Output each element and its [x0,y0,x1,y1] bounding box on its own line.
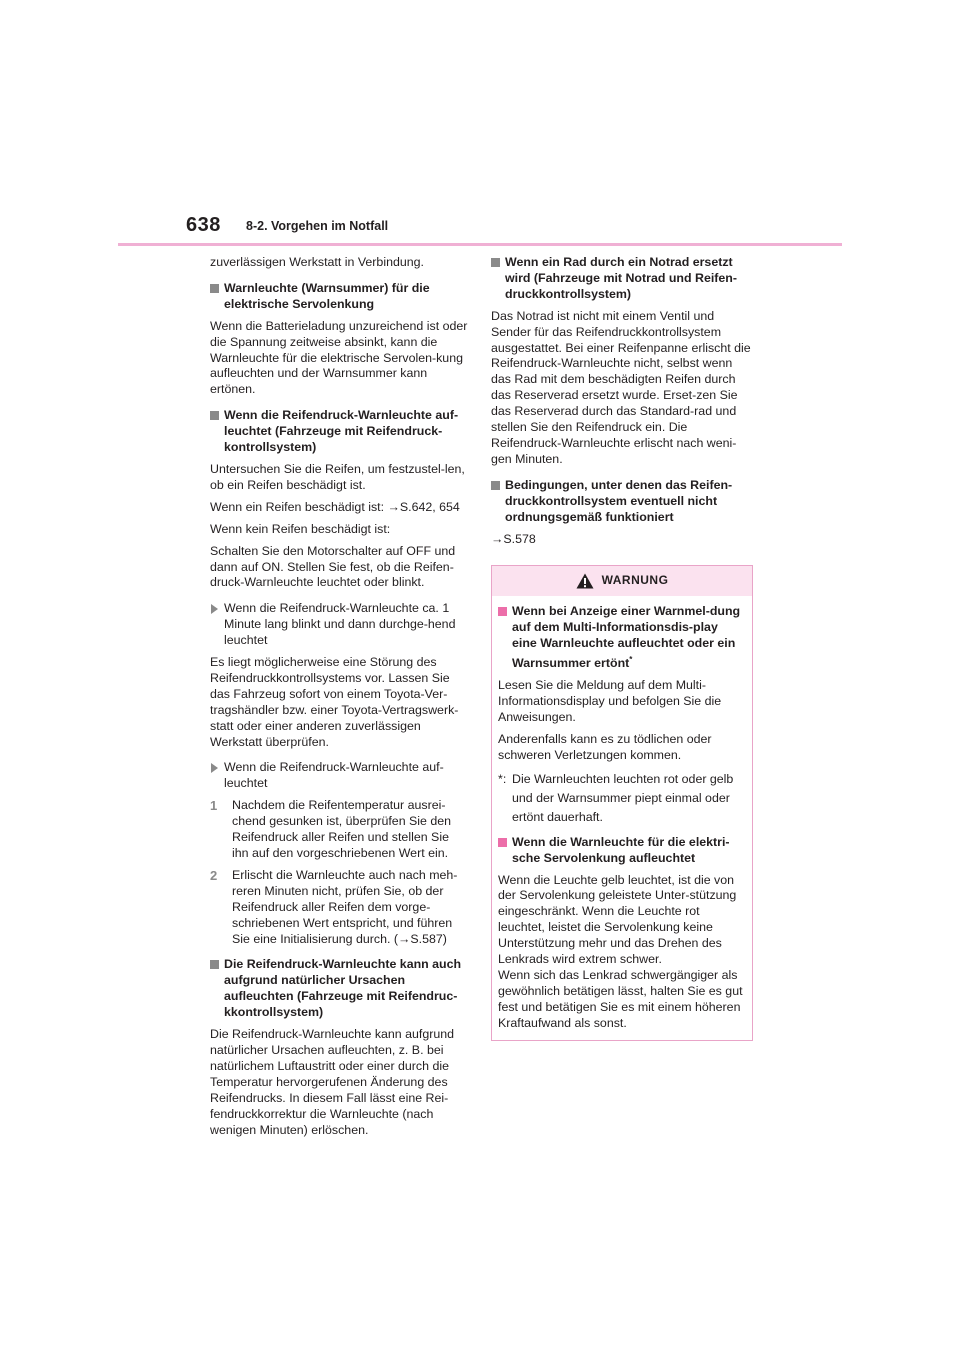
warning-triangle-icon [576,573,594,589]
right-column [491,255,753,1041]
warning-heading-servo [498,835,746,867]
heading-natural-causes [210,957,468,1021]
warning-message-text-1: Lesen Sie die Meldung auf dem Multi-Informationsdisplay und befolgen Sie die Anweisungen. [498,678,722,724]
tpms-text-3: Wenn kein Reifen beschädigt ist: [210,521,391,536]
servo-text: Wenn die Batterieladung unzureichend ist oder die Spannung zeitweise absinkt, kann die Warnleuchte für die elektrische Servolen-kung aufleuchten und der Warnsummer kann ertönen. [210,318,468,397]
warning-heading-message [498,604,746,672]
triangle-bullet-icon [211,763,218,773]
square-bullet-icon [210,960,219,969]
subheading-text: Wenn die Reifendruck-Warnleuchte auf-leuchtet [224,760,444,791]
warning-message-text-2: Anderenfalls kann es zu tödlichen oder schweren Verletzungen kommen. [498,731,712,762]
triangle-bullet-icon [211,604,218,614]
step-number: 1 [210,798,218,814]
heading-conditions [491,478,753,526]
warning-box [491,565,753,1040]
intro-text: zuverlässigen Werkstatt in Verbindung. [210,255,424,269]
step-1 [210,798,468,862]
warning-servo-text-2: Wenn sich das Lenkrad schwergängiger als gewöhnlich betätigen lässt, halten Sie es gut fest und betätigen Sie es mit einem höheren Kraftaufwand als sonst. [498,967,743,1030]
header-rule [118,243,842,246]
square-bullet-icon [210,284,219,293]
natural-causes-text: Die Reifendruck-Warnleuchte kann aufgrund natürlicher Ursachen aufleuchten, z. B. bei natürlichem Luftaustritt oder einer durch die Temperatur hervorgerufenen Änderung des Reifendrucks. In diesem Fall lässt eine Rei-fendruckkorrektur die Warnleuchte (nach wenigen Minuten) erlöschen. [210,1027,455,1137]
step-2 [210,868,468,948]
square-bullet-icon [498,838,507,847]
left-column [210,255,468,1144]
step-number: 2 [210,867,218,883]
conditions-reference: →S.578 [491,531,536,546]
tpms-text-4: Schalten Sie den Motorschalter auf OFF und dann auf ON. Stellen Sie fest, ob die Reifen-druck-Warnleuchte leuchtet oder blinkt. [210,543,456,590]
page-number: 638 [186,214,221,236]
subheading-lit [210,760,468,792]
section-title: 8-2. Vorgehen im Notfall [246,219,389,233]
footnote-label: *: [498,771,507,786]
heading-spare-wheel [491,255,753,303]
warning-title: WARNUNG [601,573,669,588]
warning-servo-text-1: Wenn die Leuchte gelb leuchtet, ist die von der Servolenkung geleistete Unter-stützung eingeschränkt. Wenn die Leuchte rot leuchtet, leistet die Servolenkung keine Unterstützung mehr und das Drehen des Lenkrads wird extrem schwer. [498,872,737,967]
footnote-text: Die Warnleuchten leuchten rot oder gelb und der Warnsummer piept einmal oder ertönt dauerhaft. [512,771,734,824]
heading-text: Warnleuchte (Warnsummer) für die elektrische Servolenkung [224,280,430,311]
step-text: Nachdem die Reifentemperatur ausrei-chend gesunken ist, überprüfen Sie den Reifendruck aller Reifen und stellen Sie ihn auf den vorgeschriebenen Wert ein. [232,798,452,860]
heading-text: Bedingungen, unter denen das Reifen-druckkontrollsystem eventuell nicht ordnungsgemäß funktioniert [505,477,733,524]
heading-text: Die Reifendruck-Warnleuchte kann auch aufgrund natürlicher Ursachen aufleuchten (Fahrzeuge mit Reifendruc-kkontrollsystem) [224,957,462,1020]
spare-wheel-text: Das Notrad ist nicht mit einem Ventil und Sender für das Reifendruckkontrollsystem ausgestattet. Bei einer Reifenpanne erlischt die Reifendruck-Warnleuchte nicht, selbst wenn das Rad mit dem beschädigten Reifen durch das Reserverad ersetzt wurde. Erset-zen Sie das Reserverad durch das Standard-rad und stellen Sie den Reifendruck ein. Die Reifendruck-Warnleuchte erlischt nach weni-gen Minuten. [491,308,751,466]
heading-text: Wenn die Reifendruck-Warnleuchte auf-leuchtet (Fahrzeuge mit Reifendruck-kontrollsystem) [224,408,459,455]
heading-servo-warning [210,281,468,313]
square-bullet-icon [210,411,219,420]
heading-text: Wenn ein Rad durch ein Notrad ersetzt wird (Fahrzeuge mit Notrad und Reifen-druckkontrollsystem) [505,255,737,301]
square-bullet-icon [491,258,500,267]
heading-text: Wenn bei Anzeige einer Warnmel-dung auf dem Multi-Informationsdis-play eine Warnleuchte aufleuchtet oder ein Warnsummer ertönt [512,604,741,671]
square-bullet-icon [491,481,500,490]
subheading-text: Wenn die Reifendruck-Warnleuchte ca. 1 Minute lang blinkt und dann durchge-hend leuchtet [224,601,456,648]
heading-tpms-warning [210,408,468,456]
heading-text: Wenn die Warnleuchte für die elektri-sche Servolenkung aufleuchtet [512,834,730,865]
footnote-marker: * [629,655,633,665]
blinking-text: Es liegt möglicherweise eine Störung des Reifendruckkontrollsystems vor. Lassen Sie das Fahrzeug sofort von einem Toyota-Ver-tragshändler bzw. einer Toyota-Vertragswerk-statt oder einer anderen zuverlässigen Werkstatt überprüfen. [210,655,459,749]
warning-header [492,566,752,596]
step-text: Erlischt die Warnleuchte auch nach meh-reren Minuten nicht, prüfen Sie, ob der Reifendruck aller Reifen dem vorge-schriebenen Wert entspricht, und führen Sie eine Initialisierung durch. (→S.587) [232,867,458,946]
square-bullet-icon [498,607,507,616]
tpms-text-2: Wenn ein Reifen beschädigt ist: →S.642, 654 [210,499,460,514]
footnote [498,770,746,827]
tpms-text-1: Untersuchen Sie die Reifen, um festzustel-len, ob ein Reifen beschädigt ist. [210,461,465,492]
subheading-blinking [210,601,468,649]
